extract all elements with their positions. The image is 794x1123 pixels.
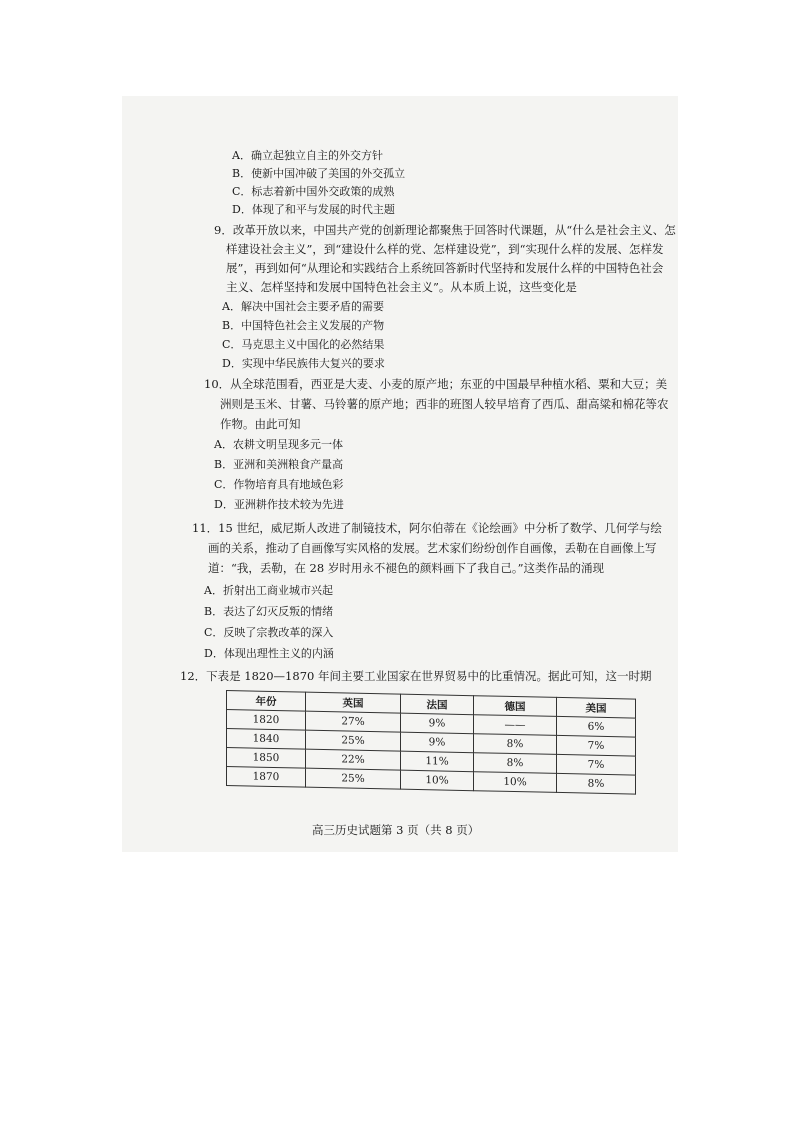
table-header-cell: 德国 [474,696,557,717]
table-cell: 11% [401,751,474,772]
q8-option-d: D．体现了和平与发展的时代主题 [232,203,395,216]
q9-option-c: C．马克思主义中国化的必然结果 [222,338,385,351]
q11-option-a: A．折射出工商业城市兴起 [204,584,333,597]
table-cell: 8% [474,734,557,755]
table-header-cell: 美国 [557,697,636,718]
table-cell: 1820 [227,710,306,731]
page-footer: 高三历史试题第 3 页（共 8 页） [312,823,480,837]
q11-option-d: D．体现出理性主义的内涵 [204,647,334,660]
q9-option-b: B．中国特色社会主义发展的产物 [222,319,385,332]
q8-option-b: B．使新中国冲破了美国的外交孤立 [232,167,406,180]
q10-stem-line-1: 10．从全球范围看，西亚是大麦、小麦的原产地；东亚的中国最早种植水稻、粟和大豆；美 [204,377,668,391]
q9-stem-line-4: 主义、怎样坚持和发展中国特色社会主义”。从本质上说，这些变化是 [226,280,577,294]
q8-option-a: A．确立起独立自主的外交方针 [232,149,383,162]
table-cell: 9% [401,732,474,753]
q8-option-c: C．标志着新中国外交政策的成熟 [232,185,395,198]
table-header-cell: 英国 [306,692,401,713]
table-cell: 1870 [227,767,306,788]
table-cell: 8% [557,773,636,794]
table-cell: 10% [474,772,557,793]
table-cell: 8% [474,753,557,774]
q11-option-b: B．表达了幻灭反叛的情绪 [204,605,334,618]
trade-share-table [226,690,636,795]
q11-stem-line-1: 11．15 世纪，威尼斯人改进了制镜技术，阿尔伯蒂在《论绘画》中分析了数学、几何学与绘 [192,521,662,535]
q9-stem-line-3: 展”，再到如何“从理论和实践结合上系统回答新时代坚持和发展什么样的中国特色社会 [226,261,664,275]
table-cell: —— [474,715,557,736]
table-header-cell: 法国 [401,694,474,715]
q12-stem: 12．下表是 1820—1870 年间主要工业国家在世界贸易中的比重情况。据此可知，这一时期 [180,669,652,683]
table-cell: 6% [557,716,636,737]
table-cell: 22% [306,749,401,770]
q10-option-b: B．亚洲和美洲粮食产量高 [214,458,344,471]
q11-stem-line-3: 道：“我，丢勒，在 28 岁时用永不褪色的颜料画下了我自己。”这类作品的涌现 [208,561,604,575]
q10-option-a: A．农耕文明呈现多元一体 [214,438,343,451]
q9-stem-line-1: 9．改革开放以来，中国共产党的创新理论都聚焦于回答时代课题，从“什么是社会主义、怎 [214,223,676,237]
table-cell: 25% [306,768,401,789]
table-cell: 1840 [227,729,306,750]
table-cell: 25% [306,730,401,751]
table-cell: 27% [306,711,401,732]
table-cell: 9% [401,713,474,734]
q9-option-d: D．实现中华民族伟大复兴的要求 [222,357,385,370]
q10-option-d: D．亚洲耕作技术较为先进 [214,498,344,511]
q10-stem-line-3: 作物。由此可知 [220,417,301,431]
table-cell: 7% [557,754,636,775]
q11-stem-line-2: 画的关系，推动了自画像写实风格的发展。艺术家们纷纷创作自画像，丢勒在自画像上写 [208,541,657,555]
q11-option-c: C．反映了宗教改革的深入 [204,626,334,639]
table-header-cell: 年份 [227,691,306,712]
q10-option-c: C．作物培育具有地域色彩 [214,478,344,491]
table-cell: 7% [557,735,636,756]
table-cell: 1850 [227,748,306,769]
table-cell: 10% [401,770,474,791]
q9-option-a: A．解决中国社会主要矛盾的需要 [222,300,384,313]
q10-stem-line-2: 洲则是玉米、甘薯、马铃薯的原产地；西非的班图人较早培育了西瓜、甜高粱和棉花等农 [220,397,669,411]
q9-stem-line-2: 样建设社会主义”，到“建设什么样的党、怎样建设党”，到“实现什么样的发展、怎样发 [226,242,664,256]
